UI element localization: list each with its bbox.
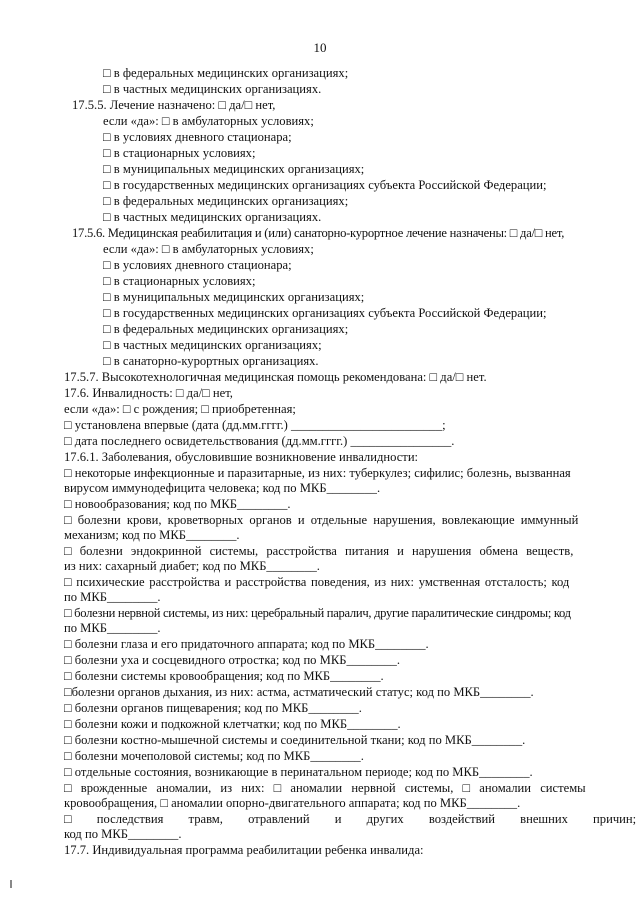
text-line: □болезни органов дыхания, из них: астма, астматический статус; код по МКБ________. <box>64 685 534 699</box>
text-line: □ болезни кожи и подкожной клетчатки; код по МКБ________. <box>64 717 401 731</box>
text-line: □ новообразования; код по МКБ________. <box>64 497 291 511</box>
text-line: □ в стационарных условиях; <box>103 146 256 160</box>
text-line: из них: сахарный диабет; код по МКБ________. <box>64 559 320 573</box>
section-heading: 17.5.7. Высокотехнологичная медицинская помощь рекомендована: □ да/□ нет. <box>64 370 487 384</box>
text-line: □ болезни эндокринной системы, расстройства питания и нарушения обмена веществ, <box>64 544 574 558</box>
text-line: □ в частных медицинских организациях; <box>103 338 322 352</box>
text-line: □ врожденные аномалии, из них: □ аномалии нервной системы, □ аномалии системы <box>64 781 586 795</box>
section-heading: 17.5.5. Лечение назначено: □ да/□ нет, <box>72 98 276 112</box>
text-line: □ установлена впервые (дата (дд.мм.гггг.) ________________________; <box>64 418 446 432</box>
text-line: □ отдельные состояния, возникающие в перинатальном периоде; код по МКБ________. <box>64 765 533 779</box>
text-line: □ в санаторно-курортных организациях. <box>103 354 319 368</box>
text-line: □ в муниципальных медицинских организациях; <box>103 162 365 176</box>
text-line: □ в федеральных медицинских организациях; <box>103 194 349 208</box>
text-line: □ болезни костно-мышечной системы и соединительной ткани; код по МКБ________. <box>64 733 526 747</box>
text-line: □ болезни нервной системы, из них: церебральный паралич, другие паралитические синдромы; код <box>64 606 571 620</box>
text-line: □ болезни системы кровообращения; код по МКБ________. <box>64 669 384 683</box>
scan-mark <box>10 880 12 888</box>
text-line: □ в федеральных медицинских организациях; <box>103 322 349 336</box>
page-number: 10 <box>313 40 327 55</box>
text-line: □ в условиях дневного стационара; <box>103 130 292 144</box>
text-line: □ в стационарных условиях; <box>103 274 256 288</box>
text-line: □ в частных медицинских организациях. <box>103 210 322 224</box>
text-line: □ болезни уха и сосцевидного отростка; код по МКБ________. <box>64 653 400 667</box>
text-line: вирусом иммунодефицита человека; код по МКБ________. <box>64 481 381 495</box>
text-line: если «да»: □ в амбулаторных условиях; <box>103 242 314 256</box>
text-line: □ болезни глаза и его придаточного аппарата; код по МКБ________. <box>64 637 429 651</box>
text-line: □ дата последнего освидетельствования (дд.мм.гггг.) ________________. <box>64 434 455 448</box>
text-line: □ болезни мочеполовой системы; код по МКБ________. <box>64 749 364 763</box>
text-line: если «да»: □ в амбулаторных условиях; <box>103 114 314 128</box>
text-line: □ в государственных медицинских организациях субъекта Российской Федерации; <box>103 306 547 320</box>
text-line: □ в частных медицинских организациях. <box>103 82 322 96</box>
text-line: кровообращения, □ аномалии опорно-двигательного аппарата; код по МКБ________. <box>64 796 521 810</box>
text-line: по МКБ________. <box>64 590 161 604</box>
text-line: механизм; код по МКБ________. <box>64 528 240 542</box>
text-line: □ в государственных медицинских организациях субъекта Российской Федерации; <box>103 178 547 192</box>
text-line: если «да»: □ с рождения; □ приобретенная; <box>64 402 296 416</box>
text-line: □ некоторые инфекционные и паразитарные, из них: туберкулез; сифилис; болезнь, вызванная <box>64 466 571 480</box>
text-line: □ последствия травм, отравлений и других воздействий внешних причин; <box>64 812 637 826</box>
text-line: □ в муниципальных медицинских организациях; <box>103 290 365 304</box>
section-heading: 17.7. Индивидуальная программа реабилитации ребенка инвалида: <box>64 843 424 857</box>
text-line: □ в федеральных медицинских организациях; <box>103 66 349 80</box>
section-heading: 17.6. Инвалидность: □ да/□ нет, <box>64 386 233 400</box>
section-heading: 17.5.6. Медицинская реабилитация и (или) санаторно-курортное лечение назначены: □ да/□ нет, <box>72 226 565 240</box>
text-line: □ болезни крови, кроветворных органов и отдельные нарушения, вовлекающие иммунный <box>64 513 579 527</box>
text-line: □ в условиях дневного стационара; <box>103 258 292 272</box>
justified-line <box>64 466 607 481</box>
text-line: □ болезни органов пищеварения; код по МКБ________. <box>64 701 362 715</box>
text-line: код по МКБ________. <box>64 827 182 841</box>
text-line: по МКБ________. <box>64 621 161 635</box>
text-line: □ психические расстройства и расстройства поведения, из них: умственная отсталость; код <box>64 575 570 589</box>
section-heading: 17.6.1. Заболевания, обусловившие возникновение инвалидности: <box>64 450 419 464</box>
